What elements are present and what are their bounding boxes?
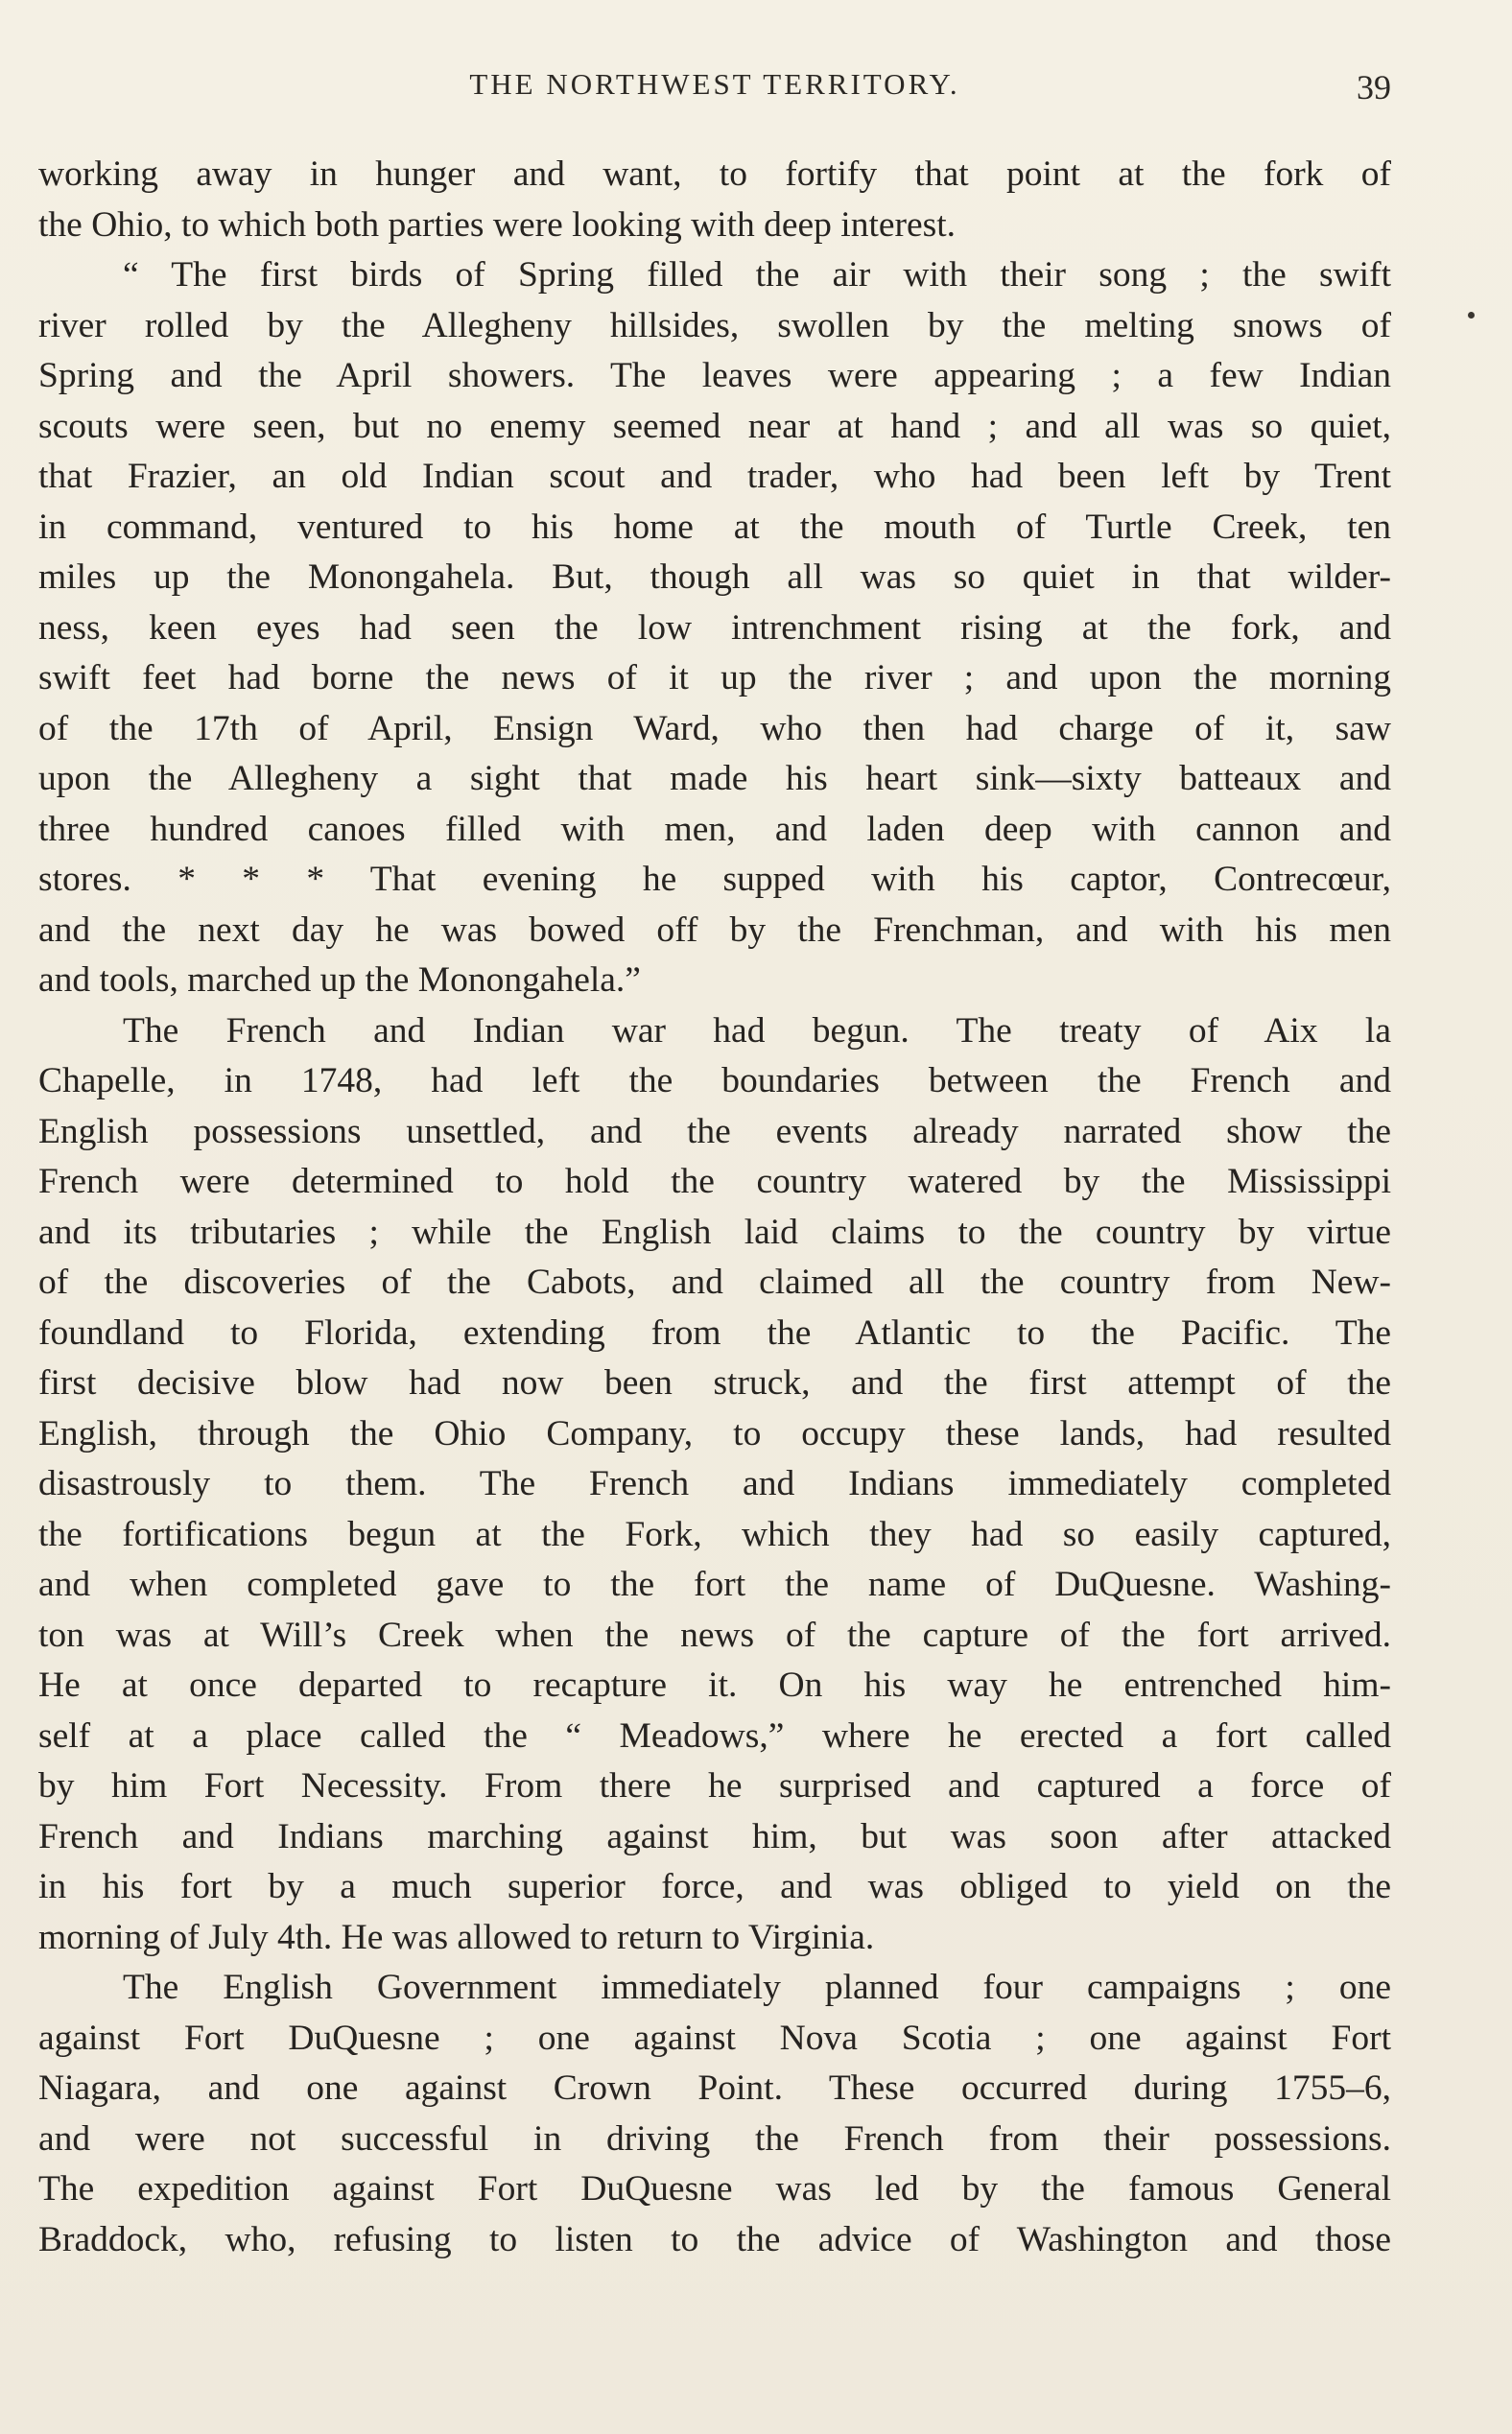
text-line: of the discoveries of the Cabots, and claimed all the country from New-: [38, 1263, 1391, 1302]
text-line: that Frazier, an old Indian scout and trader, who had been left by Trent: [38, 457, 1391, 496]
text-line: swift feet had borne the news of it up the river ; and upon the morning: [38, 658, 1391, 697]
text-line: French were determined to hold the country watered by the Mississippi: [38, 1162, 1391, 1201]
margin-mark: [1468, 312, 1475, 319]
text-line: He at once departed to recapture it. On his way he entrenched him-: [38, 1666, 1391, 1705]
text-line: morning of July 4th. He was allowed to return to Virginia.: [38, 1917, 875, 1957]
page-number: 39: [1357, 68, 1391, 106]
text-line: river rolled by the Allegheny hillsides, swollen by the melting snows of: [38, 305, 1391, 345]
text-line: The English Government immediately planned four campaigns ; one: [123, 1968, 1391, 2007]
text-line: Spring and the April showers. The leaves were appearing ; a few Indian: [38, 356, 1391, 395]
text-line: miles up the Monongahela. But, though all was so quiet in that wilder-: [38, 557, 1391, 597]
text-line: stores. * * * That evening he supped with his captor, Contrecœur,: [38, 860, 1391, 899]
text-line: self at a place called the “ Meadows,” where he erected a fort called: [38, 1715, 1391, 1756]
text-line: the fortifications begun at the Fork, which they had so easily captured,: [38, 1514, 1391, 1554]
running-head: [38, 67, 1391, 115]
text-line: French and Indians marching against him, but was soon after attacked: [38, 1816, 1391, 1856]
text-line: of the 17th of April, Ensign Ward, who then had charge of it, saw: [38, 708, 1391, 748]
running-title: THE NORTHWEST TERRITORY.: [469, 67, 960, 101]
text-line: first decisive blow had now been struck, and the first attempt of the: [38, 1363, 1391, 1403]
text-line: ton was at Will’s Creek when the news of the capture of the fort arrived.: [38, 1615, 1391, 1655]
text-line: The French and Indian war had begun. The treaty of Aix la: [123, 1010, 1391, 1051]
text-line: and when completed gave to the fort the name of DuQuesne. Washing-: [38, 1565, 1391, 1604]
text-line: upon the Allegheny a sight that made his heart sink—sixty batteaux and: [38, 759, 1391, 798]
text-line: foundland to Florida, extending from the Atlantic to the Pacific. The: [38, 1312, 1391, 1353]
text-line: English, through the Ohio Company, to occupy these lands, had resulted: [38, 1413, 1391, 1453]
text-line: Niagara, and one against Crown Point. These occurred during 1755–6,: [38, 2068, 1391, 2108]
text-line: three hundred canoes filled with men, and laden deep with cannon and: [38, 809, 1391, 849]
text-line: The expedition against Fort DuQuesne was led by the famous General: [38, 2169, 1391, 2209]
body-text: [38, 150, 1391, 2265]
text-line: in command, ventured to his home at the mouth of Turtle Creek, ten: [38, 507, 1391, 547]
text-line: Braddock, who, refusing to listen to the advice of Washington and those: [38, 2219, 1391, 2259]
text-line: scouts were seen, but no enemy seemed near at hand ; and all was so quiet,: [38, 406, 1391, 446]
text-line: disastrously to them. The French and Indians immediately completed: [38, 1464, 1391, 1503]
text-line: ness, keen eyes had seen the low intrenchment rising at the fork, and: [38, 607, 1391, 648]
text-line: and were not successful in driving the French from their possessions.: [38, 2118, 1391, 2159]
text-line: against Fort DuQuesne ; one against Nova Scotia ; one against Fort: [38, 2018, 1391, 2058]
text-line: English possessions unsettled, and the events already narrated show the: [38, 1111, 1391, 1151]
text-line: “ The first birds of Spring filled the air with their song ; the swift: [123, 255, 1391, 295]
text-line: and the next day he was bowed off by the Frenchman, and with his men: [38, 910, 1391, 950]
text-line: in his fort by a much superior force, and was obliged to yield on the: [38, 1867, 1391, 1906]
text-line: by him Fort Necessity. From there he surprised and captured a force of: [38, 1766, 1391, 1806]
text-line: the Ohio, to which both parties were looking with deep interest.: [38, 204, 957, 245]
text-line: and tools, marched up the Monongahela.”: [38, 960, 641, 1000]
text-line: Chapelle, in 1748, had left the boundaries between the French and: [38, 1061, 1391, 1100]
text-line: working away in hunger and want, to fortify that point at the fork of: [38, 154, 1391, 194]
text-line: and its tributaries ; while the English laid claims to the country by virtue: [38, 1212, 1391, 1252]
